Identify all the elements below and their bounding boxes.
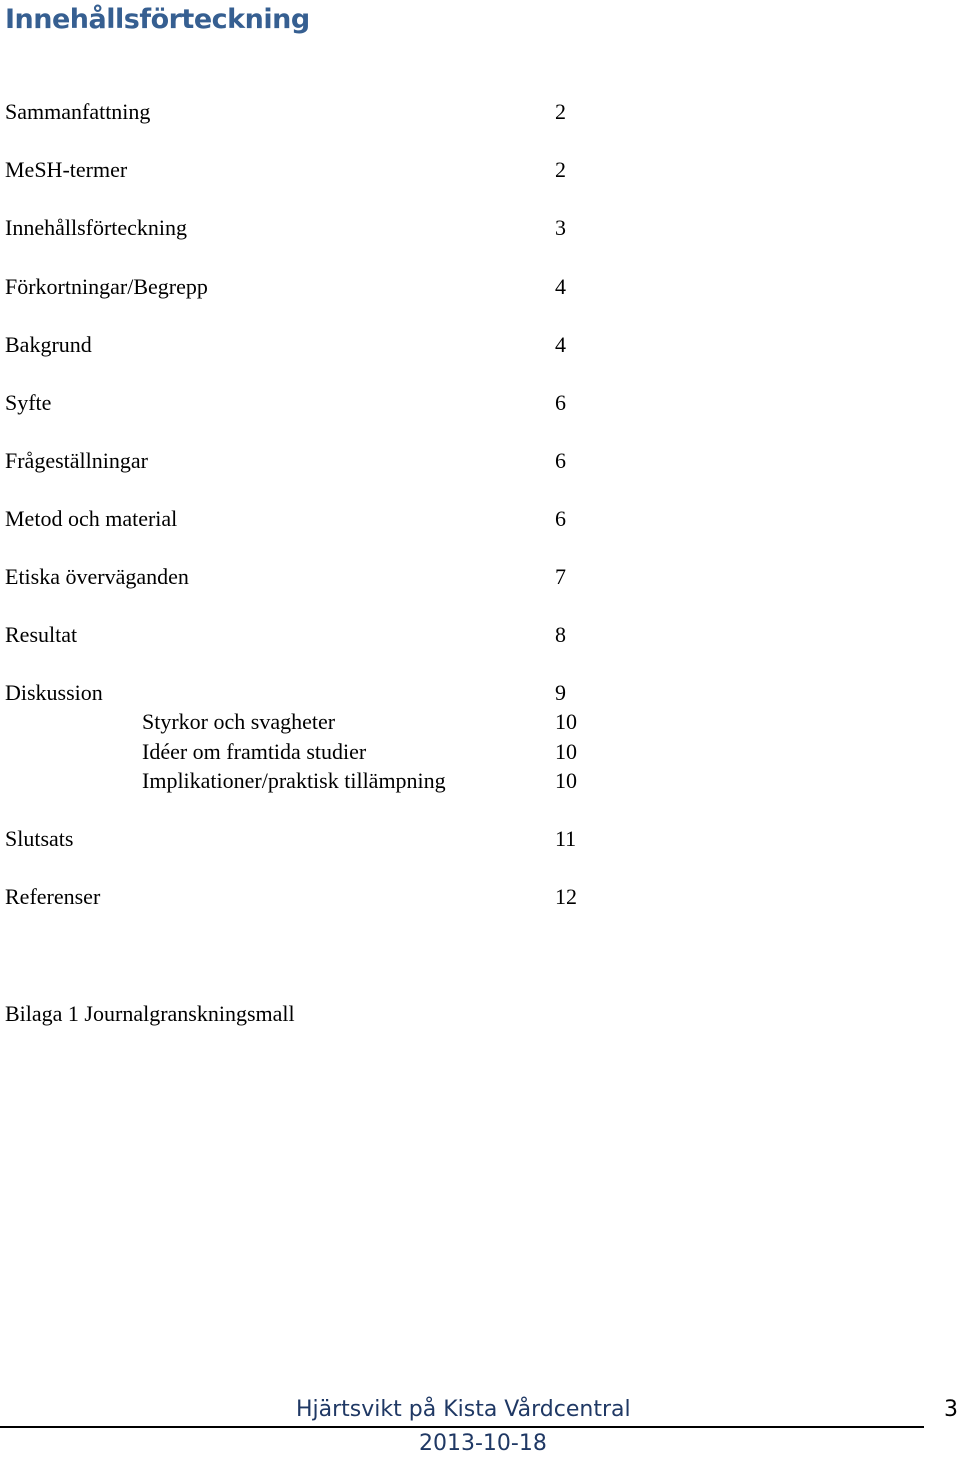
toc-entry-title: Bakgrund	[5, 332, 92, 357]
toc-entry-title: Frågeställningar	[5, 448, 148, 473]
toc-entry-page: 3	[555, 215, 566, 240]
footer-divider	[0, 1426, 924, 1428]
toc-entry-title: Slutsats	[5, 826, 74, 851]
toc-subentry-page: 10	[555, 768, 577, 793]
footer-page-number: 3	[944, 1397, 958, 1422]
toc-entry-page: 12	[555, 884, 577, 909]
toc-entry-page: 4	[555, 332, 566, 357]
toc-entry-title: Förkortningar/Begrepp	[5, 274, 208, 299]
toc-entry-page: 7	[555, 564, 566, 589]
toc-subentry-title: Implikationer/praktisk tillämpning	[142, 768, 446, 793]
toc-entry-title: Innehållsförteckning	[5, 215, 188, 240]
toc-entry-page: 11	[555, 826, 577, 851]
toc-subentry-title: Styrkor och svagheter	[142, 709, 336, 734]
toc-entry-title: MeSH-termer	[5, 157, 128, 182]
footer-title: Hjärtsvikt på Kista Vårdcentral	[296, 1397, 631, 1422]
toc-entry-title: Resultat	[5, 622, 78, 647]
toc-entry-page: 6	[555, 506, 566, 531]
toc-entry-page: 6	[555, 390, 566, 415]
toc-entry-page: 4	[555, 274, 566, 299]
toc-entry-title: Diskussion	[5, 680, 103, 705]
toc-subentry-page: 10	[555, 709, 577, 734]
toc-heading: Innehållsförteckning	[5, 4, 310, 35]
toc-entry-title: Metod och material	[5, 506, 178, 531]
toc-entry-title: Syfte	[5, 390, 52, 415]
toc-entry-title: Sammanfattning	[5, 99, 151, 124]
toc-entry-page: 2	[555, 157, 566, 182]
appendix-entry: Bilaga 1 Journalgranskningsmall	[5, 1001, 295, 1026]
toc-subentry-title: Idéer om framtida studier	[142, 739, 367, 764]
toc-entry-page: 9	[555, 680, 566, 705]
toc-entry-title: Etiska överväganden	[5, 564, 189, 589]
toc-entry-page: 2	[555, 99, 566, 124]
toc-subentry-page: 10	[555, 739, 577, 764]
toc-entry-title: Referenser	[5, 884, 101, 909]
toc-entry-page: 8	[555, 622, 566, 647]
toc-entry-page: 6	[555, 448, 566, 473]
footer-date: 2013-10-18	[419, 1431, 547, 1456]
